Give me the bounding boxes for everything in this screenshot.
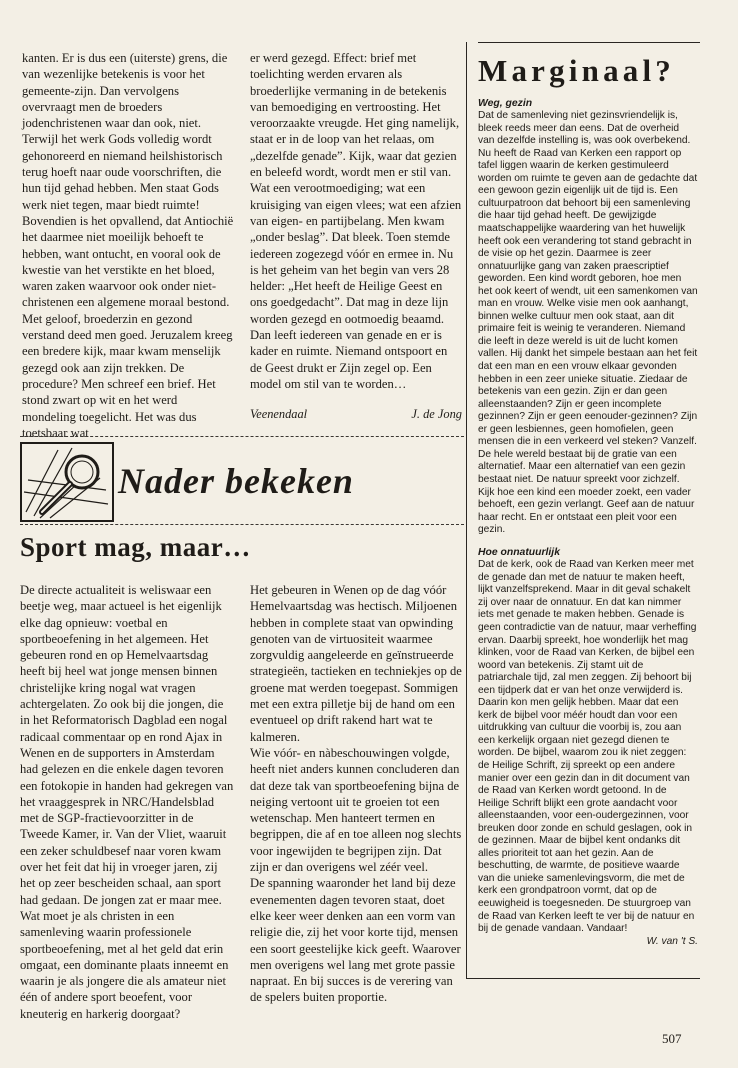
article-column-2 <box>250 582 462 1006</box>
author-name: J. de Jong <box>411 407 462 422</box>
marginaal-column <box>478 55 698 948</box>
paragraph: Het gebeuren in Wenen op de dag vóór Hemelvaartsdag was hectisch. Miljoenen hebben in complete staat van opwinding genoten van de virtuositeit waarmee zorgvuldig aangeleerde en geïnstrueerde strategieën, tactieken en techniekjes op de groene mat werden toegepast. Sommigen met een extra pilletje bij de hand om een eventueel op drift rakend hart wat te kalmeren. <box>250 583 462 744</box>
article-continuation-column-1 <box>22 50 234 441</box>
subheading: Hoe onnatuurlijk <box>478 546 560 558</box>
article-column-1 <box>20 582 235 1022</box>
section-title: Nader bekeken <box>118 461 354 501</box>
paragraph: De directe actualiteit is weliswaar een beetje weg, maar actueel is het eigenlijk elke dag opnieuw: voetbal en sportbeoefening in het algemeen. Het gebeuren rond en op Hemelvaartsdag heeft bij heel wat jonge mensen binnen christelijke kring nogal wat vragen achtergelaten. Zo ook bij die jongen, die in het Reformatorisch Dagblad een nogal radicaal commentaar op en rond Ajax in Wenen en de supporters in Amsterdam had gelezen en die enkele dagen tevoren een fotokopie in handen had gekregen van het vraaggesprek in NRC/Handelsblad met de SGP-fractievoorzitter in de Tweede Kamer, ir. Van der Vliet, waaruit een zeker schuldbesef naar voren kwam over het feit dat hij in vroeger jaren, zij het op zeer bescheiden schaal, aan sport had gedaan. De jongen zat er maar mee. Wat moet je als christen in een samenleving waarin professionele sportbeoefening, met al het geld dat erin omgaat, een dominante plaats inneemt en waarin je als jongere die als amateur niet één of andere sport beoefent, voor kneuterig en harkerig doorgaat? <box>20 583 234 1021</box>
page-number: 507 <box>662 1031 682 1046</box>
paragraph: Dat de samenleving niet gezinsvriendelijk is, bleek reeds meer dan eens. Dat de overheid van dezelfde instelling is, was ook overbekend. Nu heeft de Raad van Kerken een rapport op tafel liggen waarin de kerken gestimuleerd worden om ruimte te geven aan de gedachte dat een gewoon gezin eigenlijk uit de tijd is. Een cultuurpatroon dat behoort bij een samenleving die haar tijd gehad heeft. De gewijzigde maatschappelijke waardering van het huwelijk heeft ook een verandering tot stand gebracht in de visie op het gezin. Daarmee is zeer onnatuurlijke gang van zaken praescriptief geworden. Een kind wordt geboren, hoe men het ook keert of wendt, uit een samenkomen van man en vrouw. Welke visie men ook aanhangt, binnen welke cultuur men ook staat, aan dit primaire feit is weinig te veranderen. Niemand die leeft in deze wereld is uit de lucht komen vallen. Hij dankt het simpele bestaan aan het feit dat een man en een vrouw elkaar gevonden hebben in een zeer unieke situatie. Ziedaar de betekenis van een gezin. Zijn er dan geen alleenstaanden? Zijn er geen incomplete gezinnen? Zijn er geen eenouder-gezinnen? Zijn er geen lesbiennes, geen homofielen, geen mensen die in een verkeerd vel steken? Vanzelf. De hele wereld bestaat bij de gratie van een alternatief. Maar een alternatief van een gezin bestaat niet. De natuur spreekt voor zichzelf. Kijk hoe een kind een moeder zoekt, een vader behoeft, een gezin verlangt. Geef aan de natuur haar recht. En er ontstaat een pleit voor een gezin. <box>478 110 698 536</box>
marginaal-title: Marginaal? <box>478 53 675 88</box>
section-divider-bottom <box>20 524 464 525</box>
paragraph: Dat de kerk, ook de Raad van Kerken meer met de genade dan met de natuur te maken heeft, lijkt vanzelfsprekend. Maar in dit geval schakelt zij over naar de onnatuur. En dat kan nimmer iets met genade te maken hebben. Genade is geen contradictie van de natuur, maar verheffing ervan. Daarbij spreekt, hoe wonderlijk het mag klinken, voor de Raad van Kerken, de bijbel een woord van betekenis. Zij stamt uit de patriarchale tijd, zal men zeggen. Zij behoort bij een tijdperk dat er van het onze verwijderd is. Daarin kon men gelijk hebben. Maar dat een kerk de bijbel voor méér houdt dan voor een uitdrukking van cultuur die voorbij is, zou aan een kerkelijk orgaan niet gezegd dienen te worden. De bijbel, waarom zou ik niet zeggen: de Heilige Schrift, zij spreekt op een andere manier over een gezin dan in dit document van de Raad van Kerken wordt getoond. In de Heilige Schrift blijkt een grote aandacht voor alleenstaanden, voor een-oudergezinnen, voor breuken door zonde en schuld geslagen, ook in de gezinnen. Maar de bijbel kent ondanks dit alles prioriteit tot aan het gezin. Aan de beschutting, de warmte, de positieve waarde van die unieke samenlevingsvorm, die met de kerk een grondpatroon vormt, dat op de eeuwigheid is toegesneden. De stuurgroep van de Raad van Kerken leeft te ver bij de natuur en bij de genade vandaan. Vandaar! <box>478 559 697 935</box>
paragraph: Wie vóór- en nàbeschouwingen volgde, heeft niet anders kunnen concluderen dan dat deze tak van sportbeoefening bijna de neiging vertoont uit te groeien tot een wetenschap. Men hanteert termen en begrippen, die af en toe alleen nog slechts voor ingewijden te begrijpen zijn. Dat zijn er dan overigens wel zéér veel. <box>250 745 462 875</box>
paragraph: er werd gezegd. Effect: brief met toelichting werden ervaren als broederlijke vermaning in de betekenis van bemoediging en vertroosting. Het veroorzaakte vreugde. Het ging namelijk, staat er in de loop van het relaas, om „dezelfde genade”. Kijk, waar dat gezien en beleefd wordt, wordt men er stil van. Wat een verootmoediging; wat een kruisiging van eigen vlees; wat een afzien van eigen- en partijbelang. Men kwam „onder beslag”. Dat bleek. Toen stemde iedereen zogezegd vóór en ermee in. Nu is het geheim van het begin van vers 28 helder: „Het heeft de Heilige Geest en ons goedgedacht”. Dat mag in deze lijn worden gezegd en ootmoedig beaamd. Dan leeft iedereen van genade en er is kader en ruimte. Niemand ontspoort en de Geest drukt er Zijn zegel op. Een model om stil van te worden… <box>250 51 462 391</box>
subheading: Weg, gezin <box>478 97 533 109</box>
author-signature: W. van 't S. <box>646 935 698 947</box>
marginaal-bottom-rule <box>466 978 700 979</box>
article-title: Sport mag, maar… <box>20 532 251 562</box>
signature-row <box>250 406 462 422</box>
column-divider <box>466 42 467 978</box>
marginaal-top-rule <box>478 42 700 43</box>
paragraph: Met geloof, broederzin en gezond verstand deed men goed. Jeruzalem kreeg een bredere kijk, maar kwam menselijk gezegd ook aan zijn trekken. De procedure? Men schreef een brief. Het stond zwart op wit en het werd mondeling toegelicht. Het was dus toetsbaar wat <box>22 311 233 440</box>
paragraph: kanten. Er is dus een (uiterste) grens, die van wezenlijke betekenis is voor het gemeente-zijn. Dan vervolgens overvraagt men de broeders jodenchristenen waar dan ook, niet. Terwijl het werk Gods volledig wordt gehonoreerd en niemand heilshistorisch terug hoeft naar oude voorschriften, die hun tijd gehad hebben. Men staat Gods werk niet tegen, maar biedt ruimte! Bovendien is het opvallend, dat Antiochië het daarmee niet moeilijk behoeft te hebben, want ontucht, en vooral ook de kwestie van het verstikte en het bloed, waren zaken waarvoor ook onder niet-christenen een algemene moraal bestond. <box>22 51 234 310</box>
paragraph: De spanning waaronder het land bij deze evenementen dagen tevoren staat, doet elke keer weer denken aan een vorm van religie die, zij het voor korte tijd, mensen een soort geestelijke kick geeft. Waarover men overigens wel lang met grote passie napraat. En bij succes is de verering van de spelers buiten proportie. <box>250 876 461 1005</box>
magnifying-glass-logo-icon <box>20 442 114 522</box>
place-name: Veenendaal <box>250 407 308 422</box>
section-divider-top <box>20 436 464 437</box>
article-continuation-column-2 <box>250 50 462 423</box>
